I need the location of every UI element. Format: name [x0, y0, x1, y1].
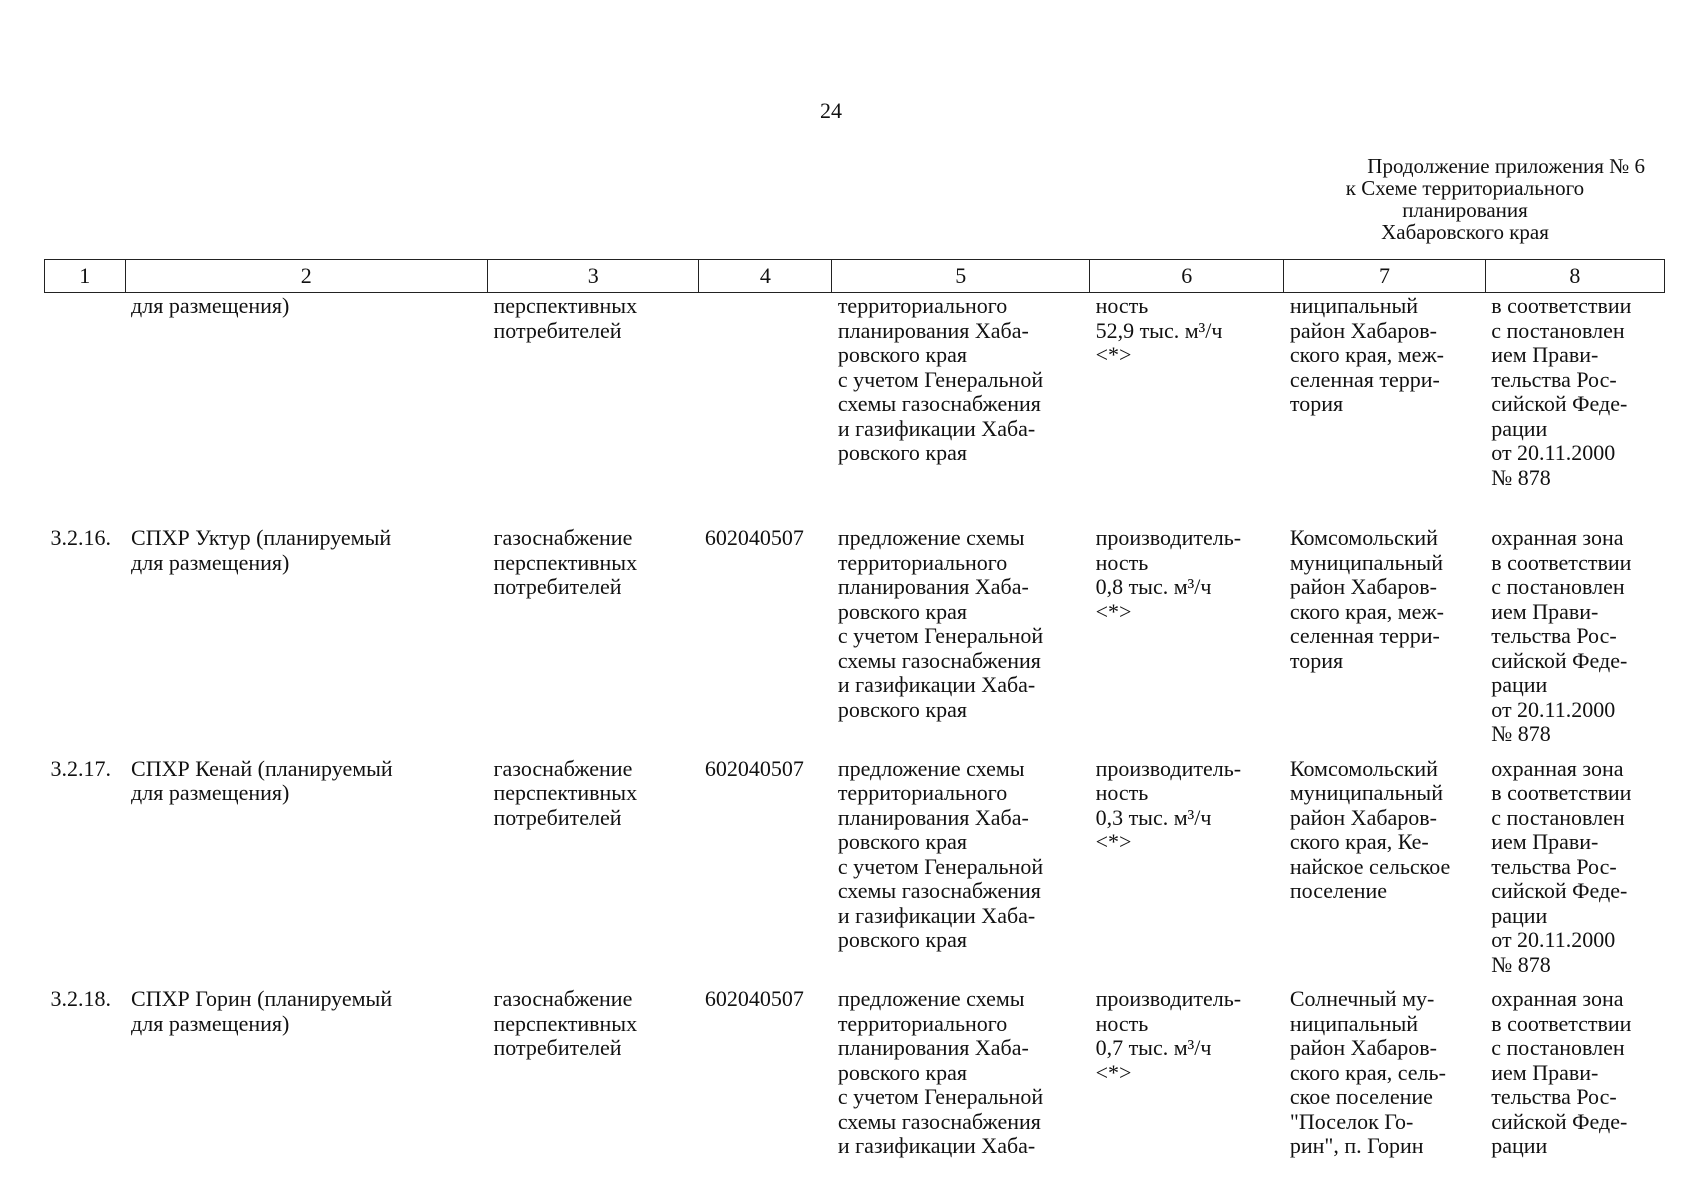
- column-header: 8: [1485, 260, 1664, 293]
- column-header: 2: [125, 260, 487, 293]
- cell-basis: предложение схемы территориального планирования Хаба- ровского края с учетом Генеральной схемы газоснабжения и газификации Хаба- ровского края: [837, 755, 1044, 952]
- table-row: [45, 757, 1665, 988]
- cell-characteristics: производитель- ность 0,3 тыс. м³/ч <*>: [1095, 755, 1242, 854]
- appendix-line-2: к Схеме территориального: [1345, 176, 1585, 200]
- cell-zone: в соответствии с постановлен ием Прави- тельства Рос- сийской Феде- рации от 20.11.2000 № 878: [1491, 293, 1632, 490]
- cell-code: 602040507: [704, 525, 804, 550]
- cell-name: для размещения): [131, 293, 290, 318]
- cell-purpose: газоснабжение перспективных потребителей: [493, 755, 638, 830]
- cell-characteristics: производитель- ность 0,7 тыс. м³/ч <*>: [1095, 986, 1242, 1085]
- cell-code: 602040507: [704, 755, 804, 781]
- column-header: 3: [488, 260, 699, 293]
- column-header: 4: [699, 260, 832, 293]
- cell-basis: территориального планирования Хаба- ровского края с учетом Генеральной схемы газоснабжения и газификации Хаба- ровского края: [837, 293, 1044, 465]
- cell-code: 602040507: [704, 986, 804, 1011]
- appendix-line-4: Хабаровского края: [1381, 220, 1549, 244]
- column-header: 5: [832, 260, 1090, 293]
- cell-location: Комсомольский муниципальный район Хабаров- ского края, Ке- найское сельское поселение: [1289, 755, 1451, 903]
- cell-name: СПХР Кенай (планируемый для размещения): [131, 755, 393, 805]
- appendix-heading: [1285, 155, 1645, 243]
- cell-location: ниципальный район Хабаров- ского края, меж- селенная терри- тория: [1289, 293, 1444, 416]
- objects-table: [44, 259, 1665, 1169]
- cell-name: СПХР Горин (планируемый для размещения): [131, 986, 393, 1036]
- cell-basis: предложение схемы территориального планирования Хаба- ровского края с учетом Генеральной схемы газоснабжения и газификации Хаба- ровского края: [837, 525, 1044, 722]
- cell-zone: охранная зона в соответствии с постановлен ием Прави- тельства Рос- сийской Феде- рации от 20.11.2000 № 878: [1491, 525, 1632, 746]
- cell-zone: охранная зона в соответствии с постановлен ием Прави- тельства Рос- сийской Феде- рации от 20.11.2000 № 878: [1491, 755, 1632, 977]
- table-row: [45, 526, 1665, 757]
- cell-code: [699, 293, 832, 527]
- cell-location: Солнечный му- ниципальный район Хабаров- ского края, сель- ское поселение "Поселок Го- рин", п. Горин: [1289, 986, 1446, 1158]
- cell-number: 3.2.18.: [50, 986, 111, 1011]
- cell-purpose: перспективных потребителей: [493, 293, 638, 343]
- column-header: 7: [1284, 260, 1485, 293]
- cell-zone: охранная зона в соответствии с постановлен ием Прави- тельства Рос- сийской Феде- рации: [1491, 986, 1632, 1158]
- table-row: [45, 987, 1665, 1169]
- cell-name: СПХР Уктур (планируемый для размещения): [131, 525, 392, 575]
- cell-characteristics: производитель- ность 0,8 тыс. м³/ч <*>: [1095, 525, 1242, 624]
- cell-purpose: газоснабжение перспективных потребителей: [493, 986, 638, 1060]
- appendix-line-3: планирования: [1402, 198, 1528, 222]
- column-header: 6: [1090, 260, 1284, 293]
- cell-number: 3.2.17.: [50, 755, 111, 781]
- cell-number: 3.2.16.: [50, 525, 111, 550]
- page-number: 24: [820, 98, 842, 123]
- table-header-row: [45, 260, 1665, 293]
- cell-characteristics: ность 52,9 тыс. м³/ч <*>: [1095, 293, 1223, 367]
- table-row: [45, 293, 1665, 527]
- cell-number: [45, 293, 126, 527]
- cell-purpose: газоснабжение перспективных потребителей: [493, 525, 638, 599]
- appendix-line-1: Продолжение приложения № 6: [1367, 154, 1645, 178]
- column-header: 1: [45, 260, 126, 293]
- cell-location: Комсомольский муниципальный район Хабаров- ского края, меж- селенная терри- тория: [1289, 525, 1444, 673]
- cell-basis: предложение схемы территориального планирования Хаба- ровского края с учетом Генеральной схемы газоснабжения и газификации Хаба-: [837, 986, 1044, 1158]
